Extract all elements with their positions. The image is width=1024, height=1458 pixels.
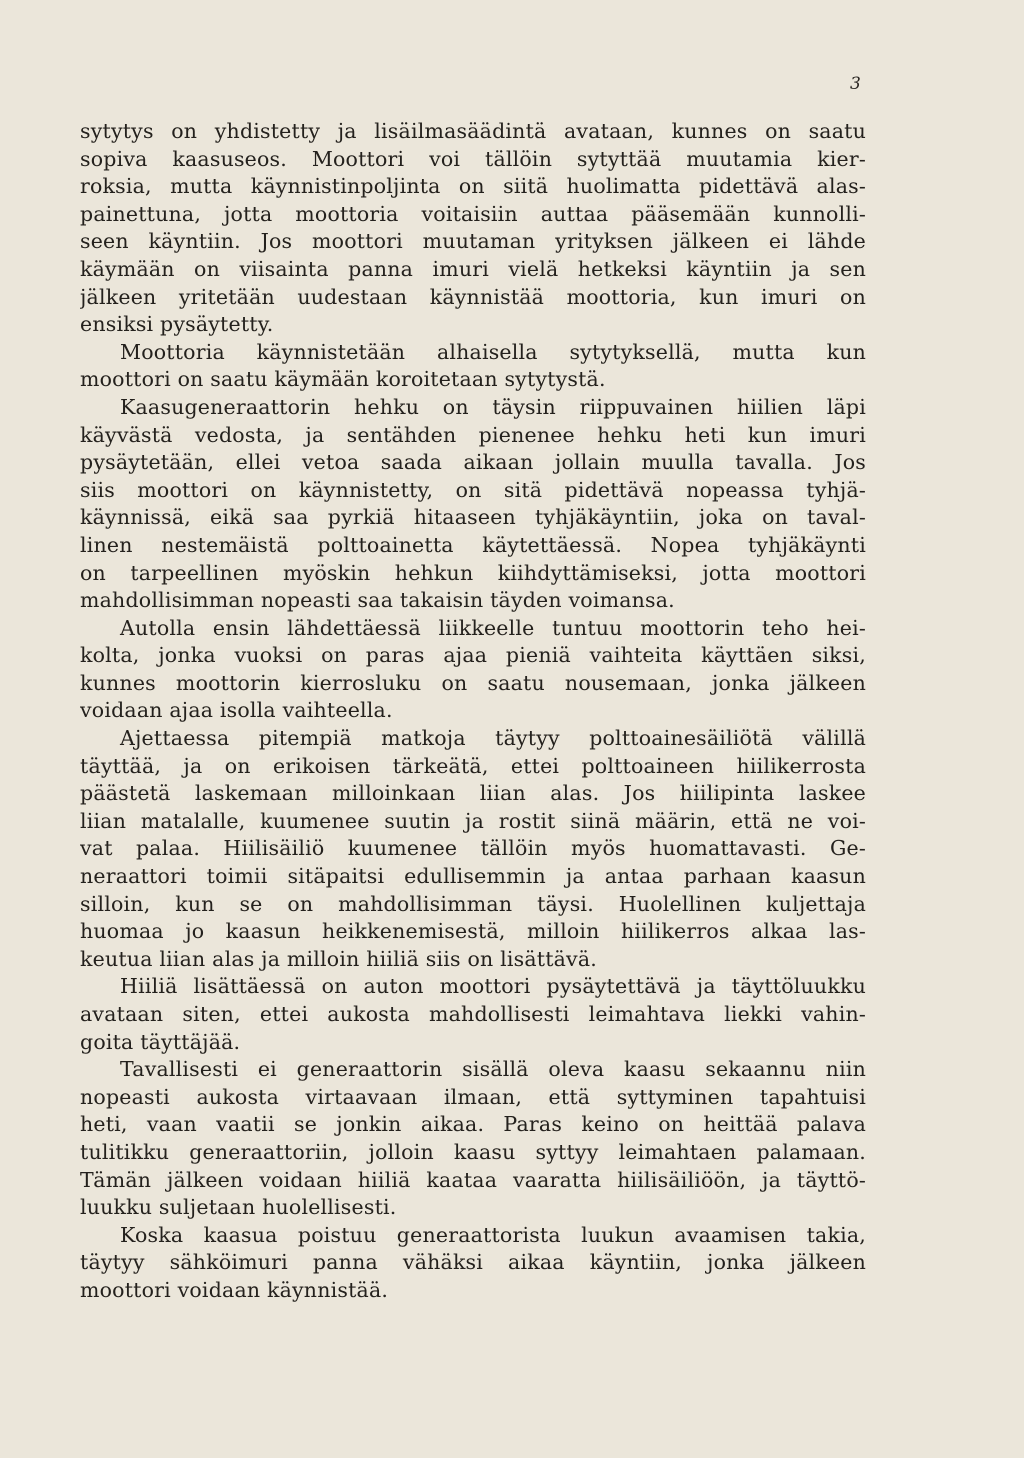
text-line: Ajettaessa pitempiä matkoja täytyy polttoainesäiliötä välillä [120,726,866,751]
text-line: silloin, kun se on mahdollisimman täysi. Huolellinen kuljettaja [80,891,866,916]
text-line: Tavallisesti ei generaattorin sisällä oleva kaasu sekaannu niin [120,1057,866,1082]
text-line: voidaan ajaa isolla vaihteella. [80,698,393,723]
text-line: vat palaa. Hiilisäiliö kuumenee tällöin myös huomattavasti. Ge- [80,836,866,861]
paragraph [80,118,866,339]
text-line: neraattori toimii sitäpaitsi edullisemmin ja antaa parhaan kaasun [80,864,866,889]
paragraph [80,394,866,615]
text-line: pysäytetään, ellei vetoa saada aikaan jollain muulla tavalla. Jos [80,450,866,475]
text-line: sopiva kaasuseos. Moottori voi tällöin sytyttää muutamia kier- [80,146,866,171]
text-line: goita täyttäjää. [80,1029,241,1054]
text-line: luukku suljetaan huolellisesti. [80,1195,397,1220]
paragraph [80,1222,866,1305]
text-line: roksia, mutta käynnistinpoljinta on siitä huolimatta pidettävä alas- [80,174,866,199]
text-line: tulitikku generaattoriin, jolloin kaasu syttyy leimahtaen palamaan. [80,1139,866,1164]
text-line: keutua liian alas ja milloin hiiliä siis on lisättävä. [80,946,597,971]
text-line: Autolla ensin lähdettäessä liikkeelle tuntuu moottorin teho hei- [120,615,866,640]
text-line: painettuna, jotta moottoria voitaisiin auttaa pääsemään kunnolli- [80,201,866,226]
paragraph [80,615,866,725]
text-line: mahdollisimman nopeasti saa takaisin täyden voimansa. [80,588,675,613]
text-line: käyvästä vedosta, ja sentähden pienenee hehku heti kun imuri [80,422,866,447]
text-line: Koska kaasua poistuu generaattorista luukun avaamisen takia, [120,1222,866,1247]
text-line: huomaa jo kaasun heikkenemisestä, milloin hiilikerros alkaa las- [80,919,866,944]
text-line: Tämän jälkeen voidaan hiiliä kaataa vaaratta hiilisäiliöön, ja täyttö- [80,1167,866,1192]
text-line: nopeasti aukosta virtaavaan ilmaan, että syttyminen tapahtuisi [80,1084,866,1109]
text-line: Hiiliä lisättäessä on auton moottori pysäytettävä ja täyttöluukku [120,974,866,999]
text-line: kunnes moottorin kierrosluku on saatu nousemaan, jonka jälkeen [80,670,866,695]
page-number: 3 [850,74,861,94]
text-line: kolta, jonka vuoksi on paras ajaa pieniä vaihteita käyttäen siksi, [80,643,866,668]
paragraph [80,339,866,394]
text-line: avataan siten, ettei aukosta mahdollisesti leimahtava liekki vahin- [80,1002,866,1026]
text-line: täyttää, ja on erikoisen tärkeätä, ettei polttoaineen hiilikerrosta [80,753,866,778]
text-line: sytytys on yhdistetty ja lisäilmasäädintä avataan, kunnes on saatu [80,119,866,143]
text-line: siis moottori on käynnistetty, on sitä pidettävä nopeassa tyhjä- [80,477,866,502]
text-line: moottori on saatu käymään koroitetaan sytytystä. [80,367,606,392]
text-line: jälkeen yritetään uudestaan käynnistää moottoria, kun imuri on [80,284,866,309]
text-line: moottori voidaan käynnistää. [80,1277,389,1302]
text-line: seen käyntiin. Jos moottori muutaman yrityksen jälkeen ei lähde [80,229,866,254]
body-text [80,118,866,1305]
text-line: heti, vaan vaatii se jonkin aikaa. Paras keino on heittää palava [80,1112,866,1137]
text-line: linen nestemäistä polttoainetta käytettäessä. Nopea tyhjäkäynti [80,532,866,557]
text-line: on tarpeellinen myöskin hehkun kiihdyttämiseksi, jotta moottori [80,560,866,585]
paragraph [80,725,866,973]
paragraph [80,973,866,1056]
text-line: päästetä laskemaan milloinkaan liian alas. Jos hiilipinta laskee [80,781,866,806]
text-line: käynnissä, eikä saa pyrkiä hitaaseen tyhjäkäyntiin, joka on taval- [80,505,866,530]
text-line: ensiksi pysäytetty. [80,312,274,337]
text-line: Moottoria käynnistetään alhaisella sytytyksellä, mutta kun [120,339,866,364]
text-line: käymään on viisainta panna imuri vielä hetkeksi käyntiin ja sen [80,256,866,281]
paragraph [80,1056,866,1222]
text-line: liian matalalle, kuumenee suutin ja rostit siinä määrin, että ne voi- [80,808,866,833]
text-line: Kaasugeneraattorin hehku on täysin riippuvainen hiilien läpi [120,394,866,419]
text-line: täytyy sähköimuri panna vähäksi aikaa käyntiin, jonka jälkeen [80,1250,866,1275]
